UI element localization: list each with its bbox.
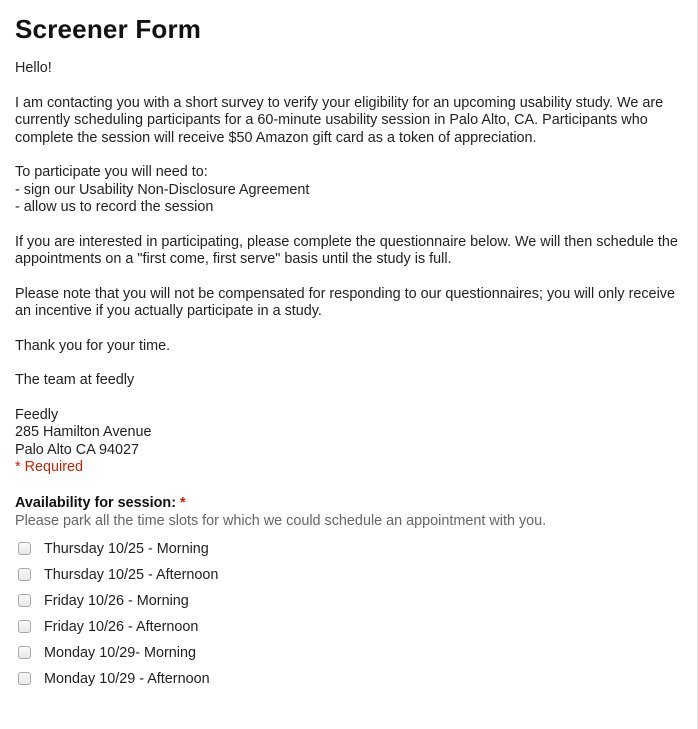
question-title [15,494,685,512]
option-label: Monday 10/29- Morning [44,644,196,661]
option-thursday-afternoon[interactable] [15,562,685,588]
option-monday-morning[interactable] [15,640,685,666]
form-page [15,12,685,692]
option-label: Thursday 10/25 - Afternoon [44,566,219,583]
compensation-note: Please note that you will not be compensated for responding to our questionnaires; you will only receive an incentive if you actually participate in a study. [15,285,675,319]
option-label: Thursday 10/25 - Morning [44,540,209,557]
option-friday-afternoon[interactable] [15,614,685,640]
checkbox[interactable] [18,594,31,607]
option-thursday-morning[interactable] [15,536,685,562]
requirement-item: - allow us to record the session [15,199,214,215]
option-friday-morning[interactable] [15,588,685,614]
form-description [15,60,685,477]
address-name: Feedly [15,406,59,423]
thanks-text: Thank you for your time. [15,337,171,354]
option-monday-afternoon[interactable] [15,666,685,692]
form-title: Screener Form [15,14,202,44]
required-star: * [180,494,186,511]
instructions-paragraph: If you are interested in participating, please complete the questionnaire below. We will then schedule the appointments on a "first come, first serve" basis until the study is full. [15,233,678,267]
required-note: * Required [15,459,83,475]
greeting: Hello! [15,60,52,76]
intro-paragraph: I am contacting you with a short survey to verify your eligibility for an upcoming usability study. We are currently scheduling participants for a 60-minute usability session in Palo Alto, CA. Participants who complete the session will receive $50 Amazon gift card as a token of appreciation. [15,94,664,146]
signoff-text: The team at feedly [15,372,135,388]
availability-question [15,494,685,692]
checkbox[interactable] [18,568,31,581]
option-label: Friday 10/26 - Afternoon [44,618,199,635]
address-city: Palo Alto CA 94027 [15,441,140,458]
requirements-intro: To participate you will need to: [15,164,208,180]
requirement-item: - sign our Usability Non-Disclosure Agreement [15,181,310,198]
question-help-text: Please park all the time slots for which we could schedule an appointment with you. [15,512,547,529]
question-title-text: Availability for session: [15,494,177,511]
checkbox[interactable] [18,646,31,659]
option-label: Friday 10/26 - Morning [44,592,189,609]
checkbox[interactable] [18,672,31,685]
options-list [15,536,685,692]
address-street: 285 Hamilton Avenue [15,424,152,440]
checkbox[interactable] [18,542,31,555]
option-label: Monday 10/29 - Afternoon [44,670,210,687]
checkbox[interactable] [18,620,31,633]
